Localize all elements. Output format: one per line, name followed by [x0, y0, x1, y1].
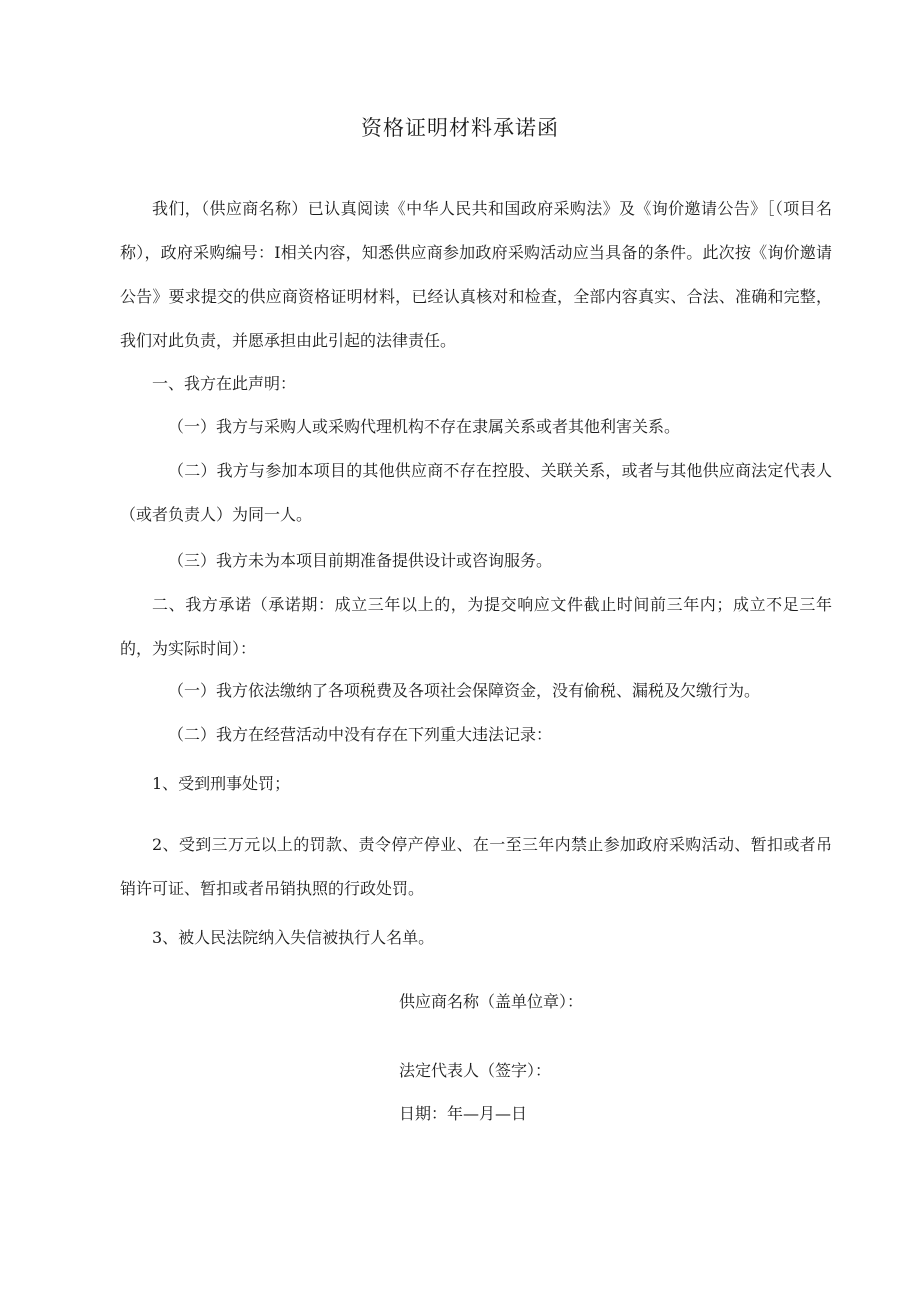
- section2-item2: （二）我方在经营活动中没有存在下列重大违法记录：: [168, 725, 553, 744]
- section1-heading: 一、我方在此声明：: [152, 374, 297, 393]
- section2-heading: 二、我方承诺（承诺期：成立三年以上的，为提交响应文件截止时间前三年内；成立不足三年的，为实际时间）：: [120, 595, 832, 658]
- section1-item2: （二）我方与参加本项目的其他供应商不存在控股、关联关系，或者与其他供应商法定代表人（或者负责人）为同一人。: [120, 461, 832, 524]
- intro-paragraph: 我们，（供应商名称）已认真阅读《中华人民共和国政府采购法》及《询价邀请公告》［（项目名称），政府采购编号：I相关内容，知悉供应商参加政府采购活动应当具备的条件。此次按《询价邀请公告》要求提交的供应商资格证明材料，已经认真核对和检查，全部内容真实、合法、准确和完整，我们对此负责，并愿承担由此引起的法律责任。: [120, 199, 832, 350]
- representative-signature-label: 法定代表人（签字）：: [399, 1061, 552, 1080]
- page-title: 资格证明材料承诺函: [361, 116, 559, 140]
- section2-item1: （一）我方依法缴纳了各项税费及各项社会保障资金，没有偷税、漏税及欠缴行为。: [168, 681, 761, 700]
- record-item-1: 1、受到刑事处罚；: [152, 774, 291, 793]
- record-item-3: 3、被人民法院纳入失信被执行人名单。: [152, 928, 435, 947]
- supplier-seal-label: 供应商名称（盖单位章）：: [399, 992, 584, 1011]
- section1-item1: （一）我方与采购人或采购代理机构不存在隶属关系或者其他利害关系。: [168, 417, 681, 436]
- date-label: 日期：年—月—日: [399, 1104, 528, 1123]
- section1-item3: （三）我方未为本项目前期准备提供设计或咨询服务。: [168, 551, 553, 570]
- record-item-2: 2、受到三万元以上的罚款、责令停产停业、在一至三年内禁止参加政府采购活动、暂扣或者吊销许可证、暂扣或者吊销执照的行政处罚。: [120, 835, 832, 898]
